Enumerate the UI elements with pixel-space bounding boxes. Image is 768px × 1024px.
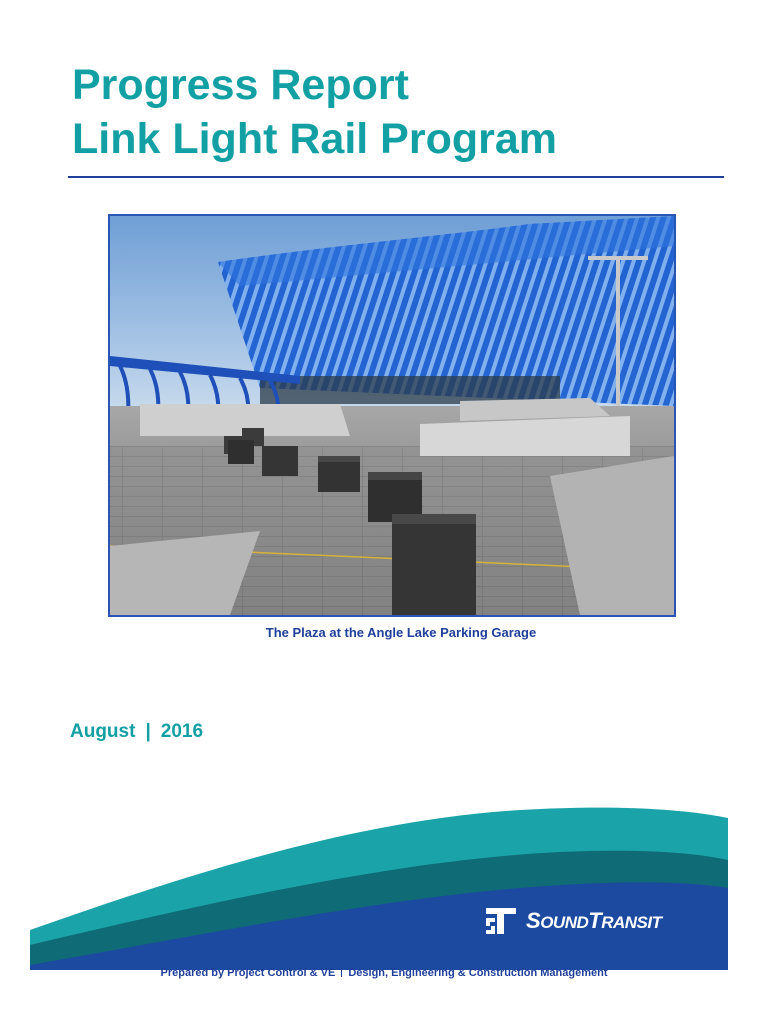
- cover-photo: [108, 214, 676, 617]
- sound-transit-logo: [484, 906, 661, 936]
- footer-credits: [0, 966, 768, 979]
- footer-left-text: Prepared by Project Control & VE: [160, 967, 336, 979]
- date-separator: |: [145, 721, 151, 742]
- report-title: [72, 58, 557, 166]
- footer-divider: [341, 966, 342, 977]
- footer-wave-graphic: [0, 780, 768, 970]
- sound-transit-wordmark: SOUNDTRANSIT: [526, 908, 662, 933]
- date-month: August: [70, 721, 136, 742]
- photo-caption: The Plaza at the Angle Lake Parking Garage: [265, 625, 537, 640]
- title-divider: [68, 176, 724, 178]
- sound-transit-logo-icon: [484, 906, 518, 936]
- title-line-2: Link Light Rail Program: [72, 115, 557, 163]
- footer-right-text: Design, Engineering & Construction Management: [348, 967, 608, 979]
- date-year: 2016: [160, 721, 204, 742]
- plaza-photo-illustration: [110, 216, 674, 615]
- title-line-1: Progress Report: [72, 61, 409, 109]
- report-date: [70, 721, 203, 743]
